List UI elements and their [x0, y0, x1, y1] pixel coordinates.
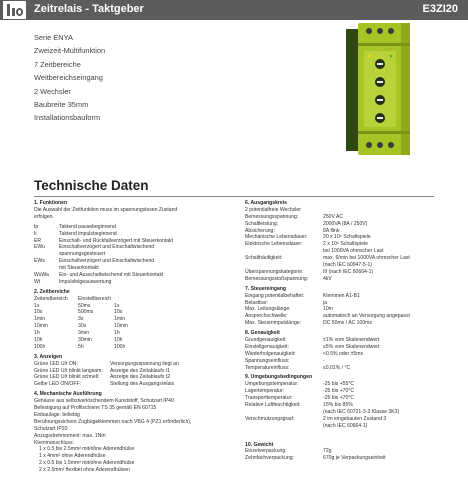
spec-value: 2 im eingebauten Zustand 3 [323, 415, 387, 422]
range-min: 30min [78, 336, 92, 343]
function-code: Ii [34, 230, 37, 237]
spec-value: 250V AC [323, 213, 344, 220]
indicator-label: Grüne LED U/t blinkt langsam: [34, 367, 103, 374]
indicator-label: Grüne LED U/t ON: [34, 360, 78, 367]
spec-value: - [323, 357, 325, 364]
function-code: Ip [34, 223, 39, 230]
terminal-spec: 1 x 0.5 bis 2.5mm² mit/ohne Aderendhülse [39, 446, 135, 453]
feature-item: Serie ENYA [34, 33, 73, 42]
section-title: Technische Daten [34, 178, 149, 193]
range-end: 10min [34, 323, 48, 330]
spec-value: 670g je Verpackungseinheit [323, 455, 386, 462]
section-heading: 4. Mechanische Ausführung [34, 391, 102, 398]
section-indicators [34, 354, 234, 388]
range-max: 10s [114, 309, 123, 316]
spec-label: Transporttemperatur: [245, 395, 293, 402]
spec-value: -25 bis +70°C [323, 395, 355, 402]
range-end: 1h [34, 330, 40, 337]
spec-value: 2 x 10⁵ Schaltspiele [323, 241, 368, 248]
spec-value: (nach IEC 60664-1) [323, 422, 368, 429]
section-output-circuit [245, 200, 450, 283]
function-desc: spannungsgesteuert [59, 251, 106, 258]
spec-label: Schalthäufigkeit: [245, 255, 283, 262]
function-desc: Taktend pausebeginnend [59, 223, 116, 230]
spec-value: DC 50ms / AC 100ms [323, 320, 372, 327]
section-heading: 10. Gewicht [245, 441, 274, 448]
range-max: 100h [114, 343, 126, 350]
function-code: EWs [34, 258, 45, 265]
function-code: ER [34, 237, 42, 244]
spec-label: Ansprechschwelle: [245, 313, 288, 320]
range-min: 3s [78, 316, 84, 323]
function-desc: Ein- und Ausschaltwischend mit Steuerkontakt [59, 271, 164, 278]
feature-item: Installationsbauform [34, 113, 101, 123]
spec-label: Umgebungstemperatur: [245, 381, 299, 388]
spec-value: 20 x 10⁶ Schaltspiele [323, 234, 371, 241]
spec-value: ±1% vom Skalenendwert [323, 336, 380, 343]
function-desc: Einschaltverzögert und Einschaltwischend [59, 258, 155, 265]
section-environment [245, 374, 450, 429]
spec-value: 15% bis 85% [323, 402, 353, 409]
text-line: Anzugsdrehmoment: max. 1Nm [34, 432, 106, 439]
spec-label: Absicherung: [245, 227, 275, 234]
spec-label: Schaltleistung: [245, 220, 279, 227]
spec-value: -25 bis +70°C [323, 388, 355, 395]
section-weight [245, 442, 450, 463]
range-max: 1s [114, 302, 120, 309]
terminal-spec: 1 x 4mm² ohne Aderendhülse [39, 453, 106, 460]
column-header: Zeitendbereich [34, 295, 68, 302]
spec-label: Max. Leitungslänge: [245, 306, 291, 313]
section-heading: 6. Ausgangskreis [245, 200, 287, 206]
range-end: 10h [34, 336, 43, 343]
section-heading: 1. Funktionen [34, 200, 68, 206]
text-line: Schutzart IP20 [34, 425, 68, 432]
terminal-spec: 2 x 0.5 bis 1.5mm² mit/ohne Aderendhülse [39, 460, 135, 467]
range-max: 10h [114, 336, 123, 343]
spec-label: Temperatureinfluss: [245, 364, 290, 371]
range-end: 1min [34, 316, 46, 323]
text-line: Gehäuse aus selbstverlöschendem Kunststoff, Schutzart IP40 [34, 398, 174, 405]
section-control-input [245, 286, 450, 327]
function-desc: Einschalt- und Rückfallverzögert mit Steuerkontakt [59, 237, 174, 244]
spec-label: Eingang potentialbehaftet: [245, 292, 305, 299]
spec-label: Max. Steuerimpulslänge: [245, 320, 302, 327]
feature-item: 2 Wechsler [34, 86, 71, 96]
feature-list [34, 31, 105, 125]
text-line: Befestigung auf Profilschiene TS 35 gemäß EN 60715 [34, 405, 157, 412]
spec-value: III (nach IEC 60664-1) [323, 268, 374, 275]
spec-label: Mechanische Lebensdauer: [245, 234, 308, 241]
spec-label: Grundgenauigkeit: [245, 336, 287, 343]
product-image [344, 23, 414, 155]
spec-value: 2000VA (8A / 250V) [323, 220, 368, 227]
spec-value: ≤5% vom Skalenendwert [323, 343, 380, 350]
spec-value: <0.5% oder ±5ms [323, 350, 364, 357]
range-max: 10min [114, 323, 128, 330]
text-line: Klemmanschluss: [34, 439, 74, 446]
text-line: Berührungssichere Zugbügelklemmen nach VBG 4 (PZ1 erforderlich), [34, 418, 192, 425]
section-heading: 8. Genauigkeit [245, 330, 280, 337]
spec-label: Lagertemperatur: [245, 388, 285, 395]
section-heading: 3. Anzeigen [34, 353, 63, 360]
range-min: 500ms [78, 309, 94, 316]
function-desc: Impulsfolgeauswertung [59, 278, 112, 285]
text-line: Die Auswahl der Zeitfunktion muss im spannungslosen Zustand [34, 206, 178, 213]
tech-right-column [245, 200, 450, 462]
indicator-desc: Stellung des Ausgangsrelais [110, 381, 174, 388]
section-heading: 9. Umgebungsbedingungen [245, 374, 313, 381]
indicator-label: Grüne LED U/t blinkt schnell: [34, 374, 100, 381]
indicator-label: Gelbe LED ON/OFF: [34, 381, 81, 388]
spec-value: 72g [323, 448, 332, 455]
range-min: 3min [78, 330, 90, 337]
indicator-desc: Anzeige des Zeitablaufs t2 [110, 374, 171, 381]
text-line: Einbaulage: beliebig [34, 411, 80, 418]
spec-label: Einzelverpackung: [245, 448, 287, 455]
spec-value: -25 bis +55°C [323, 381, 355, 388]
feature-item: Zweizeit-Multifunktion [34, 46, 106, 56]
spec-value: ja [323, 299, 327, 306]
spec-label: Elektrische Lebensdauer: [245, 241, 303, 248]
section-heading: 2. Zeitbereiche [34, 288, 70, 295]
spec-value: (nach IEC 60721-3-3 Klasse 3K3) [323, 408, 400, 415]
range-min: 5h [78, 343, 84, 350]
section-time-ranges [34, 289, 234, 351]
spec-label: Überspannungskategorie: [245, 268, 304, 275]
spec-value: automatisch an Versorgung angepasst [323, 313, 410, 320]
range-end: 1s [34, 302, 40, 309]
spec-value: Klemmen A1-B1 [323, 292, 360, 299]
range-end: 10s [34, 309, 43, 316]
range-end: 100h [34, 343, 46, 350]
function-desc: Einschaltverzögert und Einschaltwischend [59, 244, 155, 251]
brand-logo [3, 1, 26, 19]
spec-label: Zehnfachverpackung: [245, 455, 294, 462]
spec-value: max. 6/min bei 1000VA ohmscher Last [323, 255, 410, 262]
function-code: EWu [34, 244, 45, 251]
indicator-desc: Versorgungsspannung liegt an [110, 360, 179, 367]
product-code: E3ZI20 [422, 3, 458, 15]
function-code: WsWa [34, 271, 49, 278]
divider [34, 196, 434, 197]
tech-left-column [34, 200, 234, 474]
spec-label: Verschmutzungsgrad: [245, 415, 295, 422]
section-functions [34, 200, 234, 286]
header-bar [0, 0, 468, 20]
spec-value: 8A flink [323, 227, 340, 234]
function-code: Wt [34, 278, 41, 285]
column-header: Einstellbereich [78, 295, 112, 302]
spec-label: Spannungseinfluss: [245, 357, 290, 364]
range-max: 1min [114, 316, 126, 323]
spec-value: (nach IEC 60947-5-1) [323, 262, 372, 269]
terminal-spec: 2 x 2.5mm² flexibel ohne Aderendhülsen [39, 467, 130, 474]
range-min: 50ms [78, 302, 91, 309]
spec-value: bei 1000VA ohmscher Last [323, 248, 384, 255]
text-line: erfolgen. [34, 213, 54, 220]
text-line: 2 potentialfreie Wechsler [245, 206, 301, 213]
spec-label: Bemessungsstoßspannung: [245, 275, 309, 282]
spec-value: 10m [323, 306, 333, 313]
section-mechanical [34, 391, 234, 474]
feature-item: Baubreite 35mm [34, 99, 89, 109]
range-min: 30s [78, 323, 87, 330]
indicator-desc: Anzeige des Zeitablaufs t1 [110, 367, 171, 374]
page-title: Zeitrelais - Taktgeber [34, 3, 144, 15]
function-desc: mit Steuerkontakt [59, 265, 99, 272]
section-accuracy [245, 330, 450, 371]
spec-label: Einstellgenauigkeit: [245, 343, 289, 350]
spec-value: ≤0.01% / °C [323, 364, 351, 371]
spec-label: Bemessungsspannung: [245, 213, 299, 220]
feature-item: Weitbereichseingang [34, 73, 103, 83]
spec-label: Wiederholgenauigkeit: [245, 350, 296, 357]
spec-value: 4kV [323, 275, 332, 282]
function-desc: Taktend impulsbeginnend [59, 230, 117, 237]
feature-item: 7 Zeitbereiche [34, 59, 81, 69]
spec-label: Relative Luftfeuchtigkeit: [245, 402, 301, 409]
range-max: 1h [114, 330, 120, 337]
section-heading: 7. Steuereingang [245, 285, 287, 292]
spec-label: Belastbar: [245, 299, 268, 306]
